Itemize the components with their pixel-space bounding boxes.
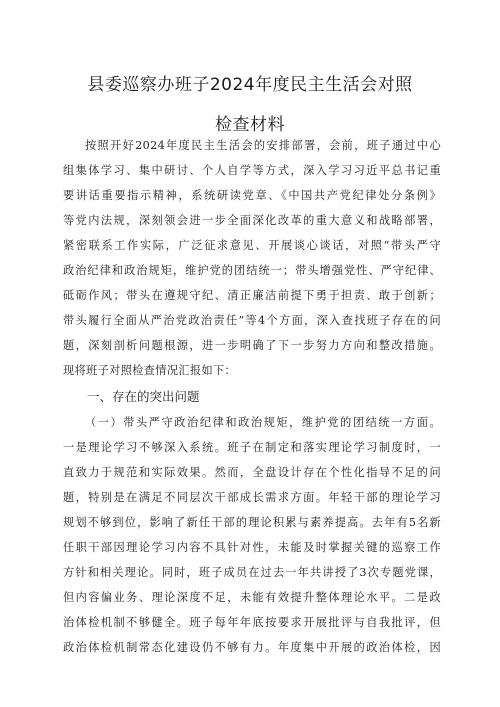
intro-line: 紧密联系工作实际，广泛征求意见、开展谈心谈话，对照“带头严守: [63, 239, 441, 252]
intro-line: 现将班子对照检查情况汇报如下：: [63, 364, 237, 377]
section-line: 任职干部因理论学习内容不具针对性，未能及时掌握关键的巡察工作: [63, 541, 441, 554]
section-line: 治体检机制不够健全。班子每年年底按要求开展批评与自我批评，但: [63, 616, 441, 629]
intro-line: 要讲话重要指示精神，系统研读党章、《中国共产党纪律处分条例》: [63, 189, 441, 202]
section-line: 政治体检机制常态化建设仍不够有力。年度集中开展的政治体检，因: [63, 641, 441, 654]
section-line: 方针和相关理论。同时，班子成员在过去一年共讲授了3次专题党课，: [63, 566, 441, 579]
section-heading: 一、存在的突出问题: [87, 389, 200, 404]
intro-line: 砥砺作风；带头在遵规守纪、清正廉洁前提下勇于担责、敢于创新；: [63, 289, 441, 302]
intro-line: 题，深刻剖析问题根源，进一步明确了下一步努力方向和整改措施。: [63, 339, 441, 352]
intro-line: 组集体学习、集中研讨、个人自学等方式，深入学习习近平总书记重: [63, 164, 441, 177]
intro-line: 政治纪律和政治规矩，维护党的团结统一；带头增强党性、严守纪律、: [63, 264, 441, 277]
intro-paragraph: [63, 133, 441, 660]
intro-line: 按照开好2024年度民主生活会的安排部署，会前，班子通过中心: [85, 139, 441, 152]
intro-line: 带头履行全面从严治党政治责任”等4个方面，深入查找班子存在的问: [63, 314, 441, 327]
section-line: 一是理论学习不够深入系统。班子在制定和落实理论学习制度时，一: [63, 441, 441, 454]
section-line: 规划不够到位，影响了新任干部的理论积累与素养提高。去年有5名新: [63, 516, 441, 529]
section-line: （一）带头严守政治纪律和政治规矩，维护党的团结统一方面。: [85, 416, 441, 429]
section-line: 但内容偏业务、理论深度不足，未能有效提升整体理论水平。二是政: [63, 591, 441, 604]
document-title-line-1: 县委巡察办班子2024年度民主生活会对照: [87, 75, 413, 95]
document-title-line-2: 检查材料: [215, 115, 285, 135]
section-line: 题，特别是在满足不同层次干部成长需求方面。年轻干部的理论学习: [63, 491, 441, 504]
section-line: 直致力于规范和实际效果。然而，全盘设计存在个性化指导不足的问: [63, 466, 441, 479]
intro-line: 等党内法规，深刻领会进一步全面深化改革的重大意义和战略部署，: [63, 214, 441, 227]
